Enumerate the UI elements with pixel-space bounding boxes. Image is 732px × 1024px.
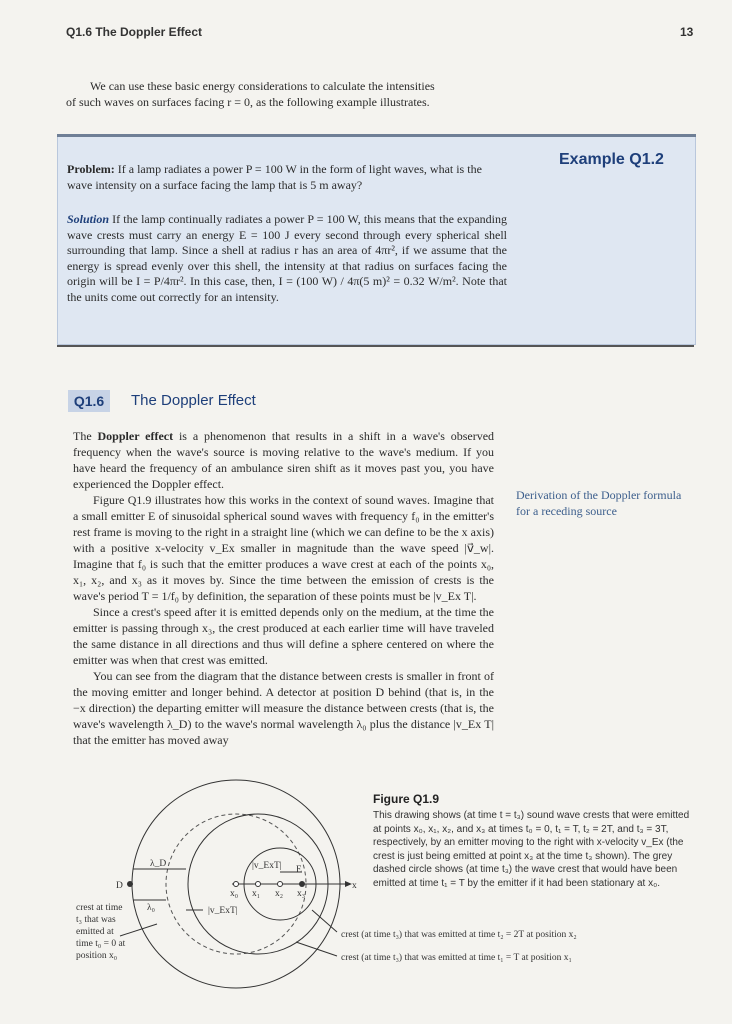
solution-label: Solution [67, 212, 110, 226]
p1-post: is a phenomenon that results in a shift in a wave's observed frequency when the wave's source is moving relative to the wave's medium. If you have heard the frequency of an ambulance siren shift as it moves past you, you have experienced the Doppler effect. [73, 429, 495, 491]
section-body [73, 428, 494, 748]
example-divider [57, 345, 694, 347]
point-x1 [256, 882, 261, 887]
intro-paragraph [66, 78, 506, 110]
crest-right-caption-2: crest (at time t₃) that was emitted at time t₁ = T at position x₁ [341, 953, 572, 963]
label-E: E [296, 865, 302, 875]
label-vET-bottom: |v_ExT| [208, 906, 238, 916]
crest-left-caption: crest at time [76, 903, 123, 913]
doppler-term: Doppler effect [97, 429, 174, 443]
label-x1: x₁ [252, 889, 261, 899]
body-paragraph: Since a crest's speed after it is emitted depends only on the medium, at the time the emitter is passing through x₃, the crest produced at each earlier time will have traveled the same distance in all directions and thus will define a sphere centered on where the emitter was when that crest was emitted. [73, 605, 494, 667]
x-axis-arrow [345, 881, 352, 887]
body-paragraph: You can see from the diagram that the distance between crests is smaller in front of the moving emitter and longer behind. A detector at position D behind (that is, in the −x direction) the departing emitter will measure the distance between crests (that is, the wave's wavelength λ_D) to the wave's normal wavelength λ₀ plus the distance |v_Ex T| that the emitter has moved away [73, 669, 494, 747]
crest-left-caption: t₃ that was [76, 915, 116, 925]
intro-line: We can use these basic energy considerations to calculate the intensities [90, 79, 435, 93]
crest-left-caption: emitted at [76, 927, 114, 937]
crest-left-caption: position x₀ [76, 951, 118, 961]
emitter-point [299, 881, 305, 887]
label-x2: x₂ [275, 889, 284, 899]
detector-point [127, 881, 133, 887]
figure-caption: This drawing shows (at time t = t₃) sound wave crests that were emitted at points x₀, x₁, x₂, and x₃ at times t₀ = 0, t₁ = T, t₂ = 2T, and t₃ = 3T, respectively, by an emitter moving to the right with x-velocity v_Ex (the crest is just being emitted at point x₃ at the time t₃ shown). The grey dashed circle shows (at time t₃) the wave crest that would have been emitted at time t₁ = T by the emitter if it had been stationary at x₀. [373, 810, 690, 889]
section-title: The Doppler Effect [131, 392, 256, 409]
label-x0: x₀ [230, 889, 239, 899]
label-vET-top: |v_ExT| [252, 861, 282, 871]
label-lambda-0: λ₀ [147, 903, 155, 913]
example-problem [67, 161, 507, 193]
label-x-axis: x [352, 881, 357, 891]
p1-pre: The [73, 429, 98, 443]
example-solution [67, 212, 507, 305]
body-paragraph [73, 428, 494, 492]
leader-right-2 [296, 942, 337, 956]
crest-left-caption: time t₀ = 0 at [76, 939, 126, 949]
problem-text: If a lamp radiates a power P = 100 W in the form of light waves, what is the wave intensity on a surface facing the lamp that is 5 m away? [67, 162, 482, 192]
label-x3: x₃ [297, 889, 306, 899]
label-lambda-d: λ_D [150, 859, 167, 869]
running-header: Q1.6 The Doppler Effect [66, 25, 203, 39]
problem-label: Problem: [67, 162, 115, 176]
body-paragraph: Figure Q1.9 illustrates how this works in the context of sound waves. Imagine that a small emitter E of sinusoidal spherical sound waves with frequency f₀ in the emitter's rest frame is moving to the right in a straight line (which we can define to be the x axis) with a positive x-velocity v_Ex smaller in magnitude than the wave speed |v⃗_w|. Imagine that f₀ is such that the emitter produces a wave crest at each of the points x₀, x₁, x₂, and x₃ as it moves by. Since the time between the emission of crests is the wave's period T = 1/f₀ by definition, the separation of these points must be |v_Ex T|. [73, 493, 494, 603]
example-title: Example Q1.2 [559, 151, 664, 168]
intro-line: of such waves on surfaces facing r = 0, as the following example illustrates. [66, 95, 430, 109]
leader-left [120, 924, 157, 936]
point-x0 [234, 882, 239, 887]
point-x2 [278, 882, 283, 887]
margin-note: Derivation of the Doppler formula for a receding source [516, 488, 682, 518]
crest-right-caption-1: crest (at time t₃) that was emitted at time t₂ = 2T at position x₂ [341, 930, 577, 940]
section-number: Q1.6 [68, 390, 110, 412]
figure-title: Figure Q1.9 [373, 792, 440, 806]
solution-text: If the lamp continually radiates a power P = 100 W, this means that the expanding wave crests must carry an energy E = 100 J every second through every spherical shell surrounding that lamp. Since a shell at radius r has an area of 4πr², if we assume that the energy is spread evenly over this shell, the intensity at that radius on surfaces facing the origin will be I = P/4πr². In this case, then, I = (100 W) / 4π(5 m)² = 0.32 W/m². Note that the units come out correctly for an intensity. [67, 212, 508, 304]
page-number: 13 [680, 25, 694, 39]
label-D: D [116, 881, 123, 891]
